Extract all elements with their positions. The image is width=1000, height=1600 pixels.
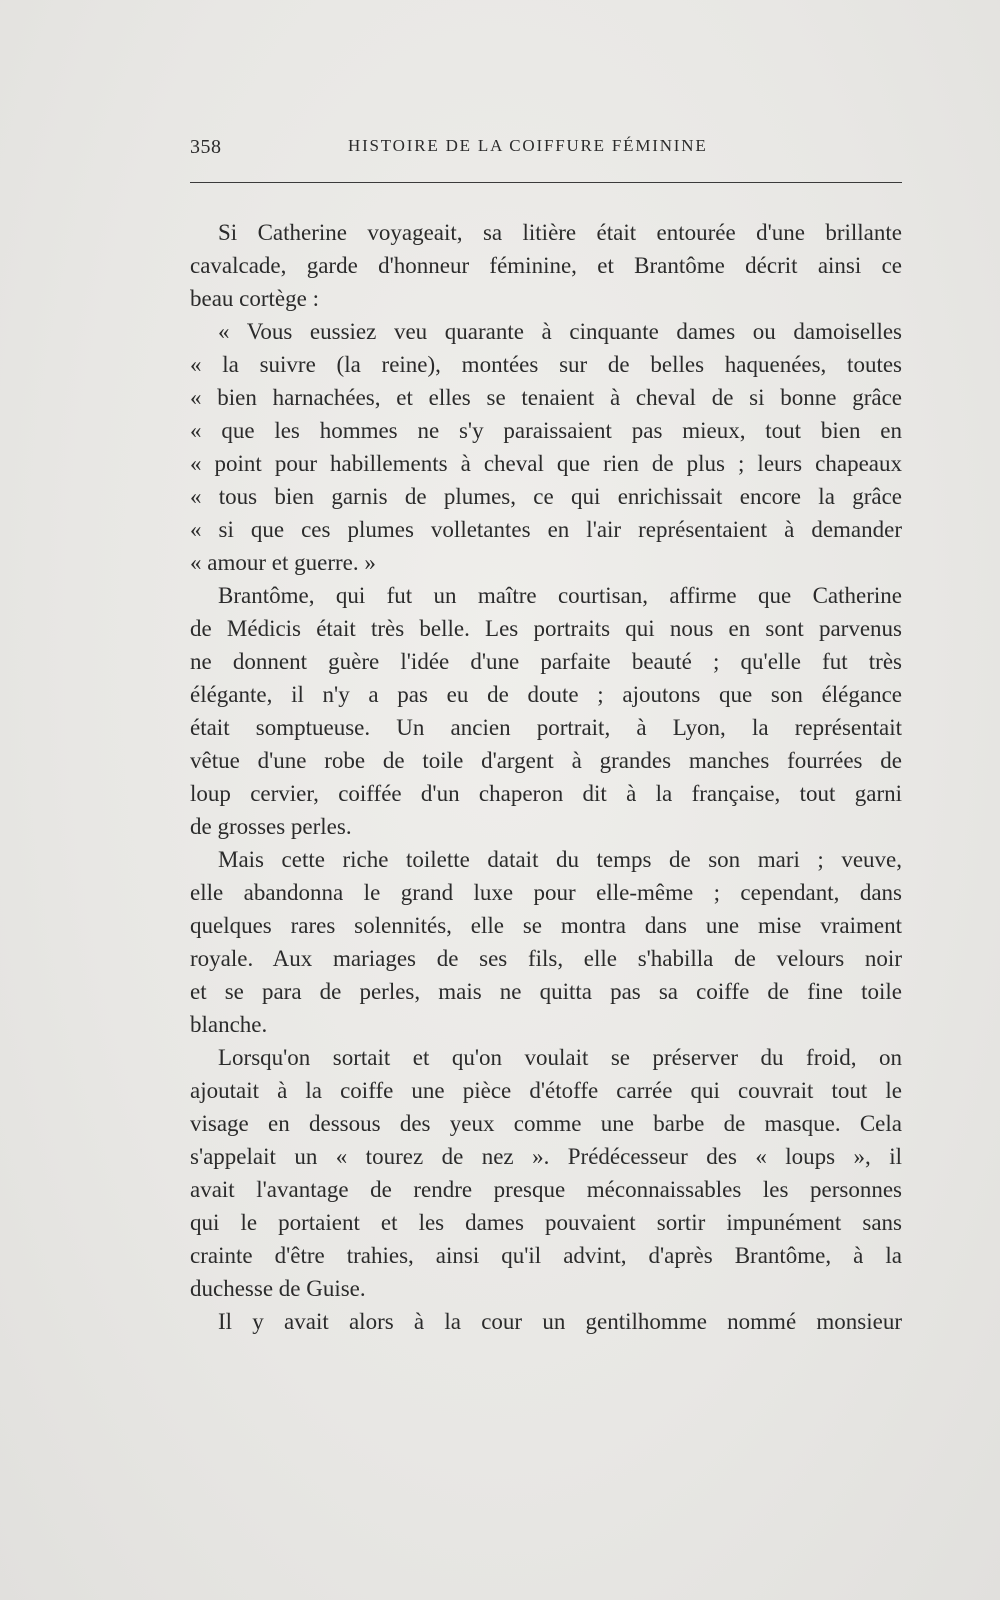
text-line: visage en dessous des yeux comme une barbe de masque. Cela — [190, 1111, 902, 1136]
text-line: Mais cette riche toilette datait du temps de son mari ; veuve, — [218, 847, 902, 872]
header-rule — [190, 182, 902, 183]
text-line: « si que ces plumes volletantes en l'air représentaient à demander — [190, 517, 902, 542]
text-line: vêtue d'une robe de toile d'argent à grandes manches fourrées de — [190, 748, 902, 773]
text-line: loup cervier, coiffée d'un chaperon dit à la française, tout garni — [190, 781, 902, 806]
text-line: Il y avait alors à la cour un gentilhomme nommé monsieur — [218, 1309, 902, 1334]
body-text — [190, 216, 902, 1338]
text-line: élégante, il n'y a pas eu de doute ; ajoutons que son élégance — [190, 682, 902, 707]
text-line: crainte d'être trahies, ainsi qu'il advint, d'après Brantôme, à la — [190, 1243, 902, 1268]
page-number: 358 — [190, 136, 222, 158]
text-line: de grosses perles. — [190, 814, 352, 839]
text-line: quelques rares solennités, elle se montra dans une mise vraiment — [190, 913, 902, 938]
text-line: avait l'avantage de rendre presque méconnaissables les personnes — [190, 1177, 902, 1202]
running-title: HISTOIRE DE LA COIFFURE FÉMININE — [348, 136, 708, 155]
text-line: « point pour habillements à cheval que rien de plus ; leurs chapeaux — [190, 451, 902, 476]
text-line: Brantôme, qui fut un maître courtisan, affirme que Catherine — [218, 583, 902, 608]
text-line: était somptueuse. Un ancien portrait, à Lyon, la représentait — [190, 715, 902, 740]
text-line: royale. Aux mariages de ses fils, elle s'habilla de velours noir — [190, 946, 902, 971]
text-line: qui le portaient et les dames pouvaient sortir impunément sans — [190, 1210, 902, 1235]
text-line: « la suivre (la reine), montées sur de belles haquenées, toutes — [190, 352, 902, 377]
running-head — [190, 136, 902, 166]
text-line: elle abandonna le grand luxe pour elle-même ; cependant, dans — [190, 880, 902, 905]
text-line: « bien harnachées, et elles se tenaient à cheval de si bonne grâce — [190, 385, 902, 410]
text-line: « amour et guerre. » — [190, 550, 376, 575]
text-line: et se para de perles, mais ne quitta pas sa coiffe de fine toile — [190, 979, 902, 1004]
text-line: Si Catherine voyageait, sa litière était entourée d'une brillante — [218, 220, 902, 245]
text-line: « que les hommes ne s'y paraissaient pas mieux, tout bien en — [190, 418, 902, 443]
text-line: blanche. — [190, 1012, 268, 1037]
text-line: Lorsqu'on sortait et qu'on voulait se préserver du froid, on — [218, 1045, 902, 1070]
text-line: duchesse de Guise. — [190, 1276, 366, 1301]
text-line: « tous bien garnis de plumes, ce qui enrichissait encore la grâce — [190, 484, 902, 509]
text-line: beau cortège : — [190, 286, 319, 311]
text-line: cavalcade, garde d'honneur féminine, et Brantôme décrit ainsi ce — [190, 253, 902, 278]
text-line: ajoutait à la coiffe une pièce d'étoffe carrée qui couvrait tout le — [190, 1078, 902, 1103]
text-line: « Vous eussiez veu quarante à cinquante dames ou damoiselles — [218, 319, 902, 344]
text-line: de Médicis était très belle. Les portraits qui nous en sont parvenus — [190, 616, 902, 641]
text-line: s'appelait un « tourez de nez ». Prédécesseur des « loups », il — [190, 1144, 902, 1169]
text-line: ne donnent guère l'idée d'une parfaite beauté ; qu'elle fut très — [190, 649, 902, 674]
